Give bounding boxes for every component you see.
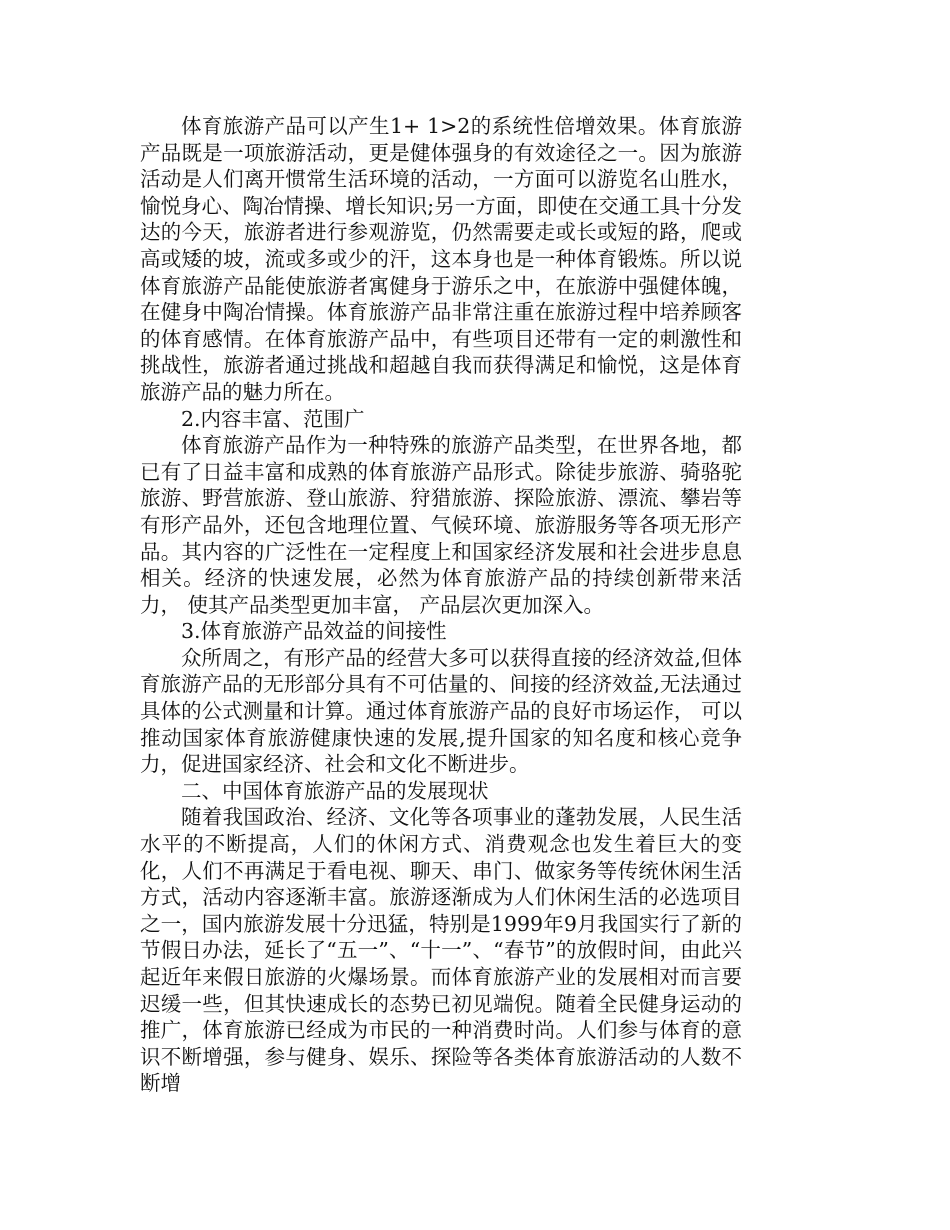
paragraph-indirect-benefit: 众所周之，有形产品的经营大多可以获得直接的经济效益,但体育旅游产品的无形部分具有不可估量的、间接的经济效益,无法通过具体的公式测量和计算。通过体育旅游产品的良好市场运作， 可以推动国家体育旅游健康快速的发展,提升国家的知名度和核心竞争力，促进国家经济、社会和文化不断进步。 <box>140 645 742 777</box>
paragraph-rich-content: 体育旅游产品作为一种特殊的旅游产品类型，在世界各地，都已有了日益丰富和成熟的体育旅游产品形式。除徒步旅游、骑骆驼旅游、野营旅游、登山旅游、狩猎旅游、探险旅游、漂流、攀岩等有形产品外，还包含地理位置、气候环境、旅游服务等各项无形产品。其内容的广泛性在一定程度上和国家经济发展和社会进步息息相关。经济的快速发展，必然为体育旅游产品的持续创新带来活力， 使其产品类型更加丰富， 产品层次更加深入。 <box>140 433 742 617</box>
paragraph-development-status: 随着我国政治、经济、文化等各项事业的蓬勃发展，人民生活水平的不断提高，人们的休闲方式、消费观念也发生着巨大的变化，人们不再满足于看电视、聊天、串门、做家务等传统休闲生活方式，活动内容逐渐丰富。旅游逐渐成为人们休闲生活的必选项目之一，国内旅游发展十分迅猛，特别是1999年9月我国实行了新的节假日办法，延长了“五一”、“十一”、“春节”的放假时间，由此兴起近年来假日旅游的火爆场景。而体育旅游产业的发展相对而言要迟缓一些，但其快速成长的态势已初见端倪。随着全民健身运动的推广，体育旅游已经成为市民的一种消费时尚。人们参与体育的意识不断增强，参与健身、娱乐、探险等各类体育旅游活动的人数不断增 <box>140 805 742 1096</box>
document-body <box>140 113 742 1097</box>
heading-development-status: 二、中国体育旅游产品的发展现状 <box>181 778 489 803</box>
heading-indirect-benefit: 3.体育旅游产品效益的间接性 <box>181 619 447 644</box>
heading-rich-content: 2.内容丰富、范围广 <box>181 406 365 431</box>
paragraph-product-effect: 体育旅游产品可以产生1+ 1>2的系统性倍增效果。体育旅游产品既是一项旅游活动，更是健体强身的有效途径之一。因为旅游活动是人们离开惯常生活环境的活动，一方面可以游览名山胜水，愉悦身心、陶冶情操、增长知识;另一方面，即使在交通工具十分发达的今天，旅游者进行参观游览，仍然需要走或长或短的路，爬或高或矮的坡，流或多或少的汗，这本身也是一种体育锻炼。所以说体育旅游产品能使旅游者寓健身于游乐之中，在旅游中强健体魄，在健身中陶冶情操。体育旅游产品非常注重在旅游过程中培养顾客的体育感情。在体育旅游产品中，有些项目还带有一定的刺激性和挑战性，旅游者通过挑战和超越自我而获得满足和愉悦，这是体育旅游产品的魅力所在。 <box>140 114 742 404</box>
